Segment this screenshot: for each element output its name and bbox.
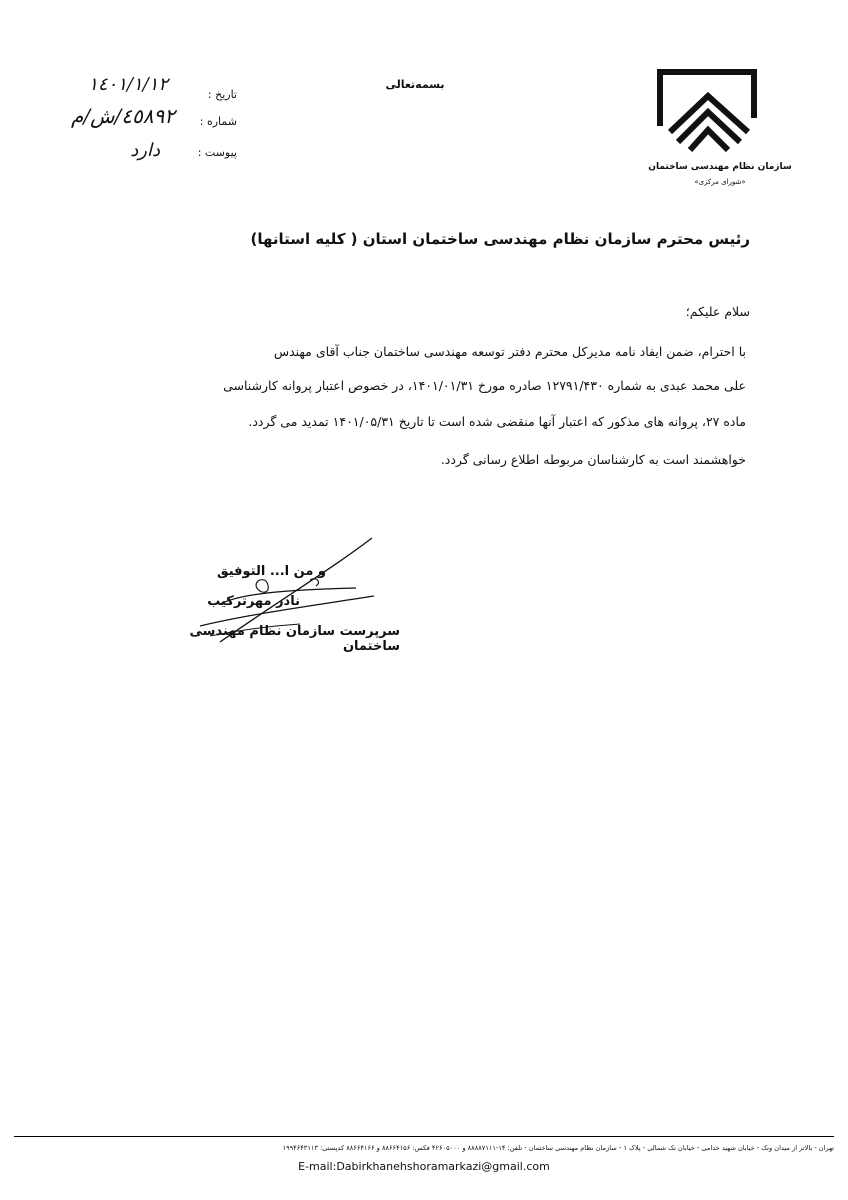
attachment-value: دارد bbox=[130, 140, 160, 161]
recipient-line: رئیس محترم سازمان نظام مهندسی ساختمان استان ( کلیه استانها) bbox=[250, 230, 750, 248]
body-line: علی محمد عبدی به شماره ۱۲۷۹۱/۴۳۰ صادره مورخ ۱۴۰۱/۰۱/۳۱، در خصوص اعتبار پروانه کارشناسی bbox=[223, 378, 746, 393]
closing-phrase: و من ا... التوفیق bbox=[216, 564, 326, 579]
signer-name: نادر مهرترکیب bbox=[207, 594, 300, 609]
date-value: ١٤٠١/١/١٢ bbox=[88, 74, 168, 95]
organization-logo-icon bbox=[656, 66, 760, 152]
footer-email: E-mail:Dabirkhanehshoramarkazi@gmail.com bbox=[298, 1160, 550, 1173]
footer-address: تهران - بالاتر از میدان ونک - خیابان شهید خدامی - خیابان تک شمالی - پلاک ۱ - سازمان نظام مهندسی ساختمان - تلفن: ۱۴-۸۸۸۸۷۱۱۱ و ۴۲۶۰۵۰۰۰ فکس: ۸۸۶۶۴۱۵۶ و ۸۸۶۶۴۱۶۶ کدپستی: ۱۹۹۴۶۴۳۱۱۳ bbox=[282, 1144, 834, 1152]
body-line: با احترام، ضمن ایفاد نامه مدیرکل محترم دفتر توسعه مهندسی ساختمان جناب آقای مهندس bbox=[273, 344, 746, 359]
org-name: سازمان نظام مهندسی ساختمان bbox=[648, 162, 792, 172]
number-label: شماره : bbox=[199, 115, 237, 128]
date-label: تاریخ : bbox=[207, 88, 237, 101]
footer-divider bbox=[14, 1136, 834, 1137]
signer-title: سرپرست سازمان نظام مهندسی ساختمان bbox=[189, 624, 400, 654]
greeting: سلام علیکم؛ bbox=[685, 304, 750, 319]
number-value: ٤٥٨٩٢/ش/م bbox=[71, 104, 175, 128]
org-subtitle: «شورای مرکزی» bbox=[694, 178, 746, 186]
attachment-label: پیوست : bbox=[197, 146, 237, 159]
body-line: ماده ۲۷، پروانه های مذکور که اعتبار آنها منقضی شده است تا تاریخ ۱۴۰۱/۰۵/۳۱ تمدید می گردد. bbox=[248, 414, 746, 429]
body-line: خواهشمند است به کارشناسان مربوطه اطلاع رسانی گردد. bbox=[440, 452, 746, 467]
bismillah-heading: بسمه‌تعالی bbox=[385, 78, 445, 91]
